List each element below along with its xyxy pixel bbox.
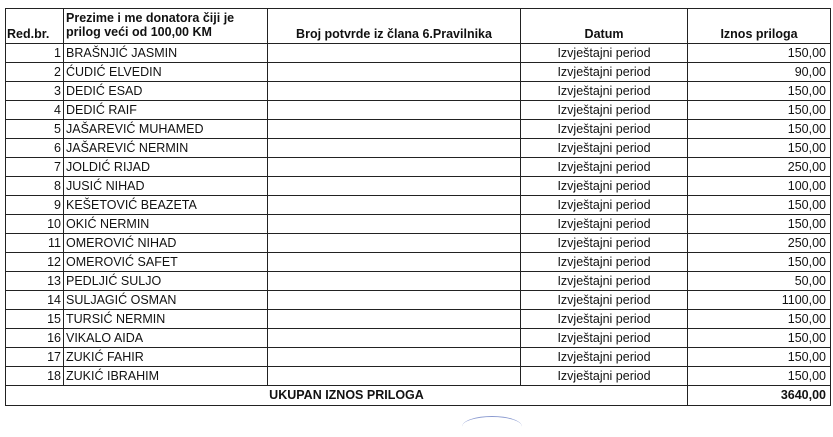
table-row [6, 177, 831, 196]
row-datum: Izvještajni period [521, 234, 688, 253]
row-iznos: 150,00 [688, 44, 831, 63]
row-number: 14 [6, 291, 64, 310]
row-datum: Izvještajni period [521, 82, 688, 101]
row-name: JAŠAREVIĆ NERMIN [64, 139, 268, 158]
row-name: ĆUDIĆ ELVEDIN [64, 63, 268, 82]
row-datum: Izvještajni period [521, 120, 688, 139]
row-datum: Izvještajni period [521, 139, 688, 158]
row-number: 9 [6, 196, 64, 215]
row-name: JAŠAREVIĆ MUHAMED [64, 120, 268, 139]
row-name: TURSIĆ NERMIN [64, 310, 268, 329]
row-name: BRAŠNJIĆ JASMIN [64, 44, 268, 63]
row-number: 3 [6, 82, 64, 101]
table-row [6, 234, 831, 253]
row-datum: Izvještajni period [521, 310, 688, 329]
row-datum: Izvještajni period [521, 291, 688, 310]
table-row [6, 367, 831, 386]
row-number: 6 [6, 139, 64, 158]
table-body [6, 44, 831, 386]
row-iznos: 1100,00 [688, 291, 831, 310]
row-broj [268, 310, 521, 329]
table-row [6, 291, 831, 310]
row-broj [268, 177, 521, 196]
row-name: OMEROVIĆ SAFET [64, 253, 268, 272]
table-row [6, 63, 831, 82]
table-row [6, 158, 831, 177]
row-broj [268, 82, 521, 101]
row-iznos: 150,00 [688, 367, 831, 386]
header-datum: Datum [521, 9, 688, 44]
table-row [6, 329, 831, 348]
row-broj [268, 44, 521, 63]
row-broj [268, 63, 521, 82]
row-broj [268, 234, 521, 253]
row-iznos: 150,00 [688, 101, 831, 120]
row-broj [268, 120, 521, 139]
row-broj [268, 272, 521, 291]
row-iznos: 150,00 [688, 215, 831, 234]
header-iznos: Iznos priloga [688, 9, 831, 44]
row-datum: Izvještajni period [521, 329, 688, 348]
row-broj [268, 329, 521, 348]
row-iznos: 150,00 [688, 82, 831, 101]
row-iznos: 150,00 [688, 196, 831, 215]
header-rb: Red.br. [6, 9, 64, 44]
row-iznos: 100,00 [688, 177, 831, 196]
row-iznos: 90,00 [688, 63, 831, 82]
header-row [6, 9, 831, 44]
table-row [6, 82, 831, 101]
table-row [6, 120, 831, 139]
table-row [6, 272, 831, 291]
row-iznos: 150,00 [688, 329, 831, 348]
table-row [6, 139, 831, 158]
row-number: 16 [6, 329, 64, 348]
row-number: 1 [6, 44, 64, 63]
row-name: PEDLJIĆ SULJO [64, 272, 268, 291]
row-broj [268, 215, 521, 234]
row-datum: Izvještajni period [521, 63, 688, 82]
row-broj [268, 101, 521, 120]
row-datum: Izvještajni period [521, 367, 688, 386]
row-iznos: 150,00 [688, 253, 831, 272]
row-number: 18 [6, 367, 64, 386]
row-iznos: 150,00 [688, 139, 831, 158]
row-number: 2 [6, 63, 64, 82]
row-number: 15 [6, 310, 64, 329]
table-row [6, 44, 831, 63]
row-broj [268, 196, 521, 215]
row-name: SULJAGIĆ OSMAN [64, 291, 268, 310]
table-row [6, 348, 831, 367]
table-row [6, 101, 831, 120]
table-row [6, 310, 831, 329]
row-iznos: 150,00 [688, 348, 831, 367]
row-datum: Izvještajni period [521, 101, 688, 120]
total-value: 3640,00 [688, 386, 831, 406]
row-name: OMEROVIĆ NIHAD [64, 234, 268, 253]
row-number: 11 [6, 234, 64, 253]
total-label: UKUPAN IZNOS PRILOGA [6, 386, 688, 406]
row-name: OKIĆ NERMIN [64, 215, 268, 234]
row-datum: Izvještajni period [521, 253, 688, 272]
header-broj: Broj potvrde iz člana 6.Pravilnika [268, 9, 521, 44]
row-name: JUSIĆ NIHAD [64, 177, 268, 196]
row-number: 8 [6, 177, 64, 196]
row-datum: Izvještajni period [521, 215, 688, 234]
row-datum: Izvještajni period [521, 177, 688, 196]
row-datum: Izvještajni period [521, 44, 688, 63]
row-number: 10 [6, 215, 64, 234]
row-iznos: 250,00 [688, 158, 831, 177]
row-iznos: 150,00 [688, 120, 831, 139]
table-row [6, 196, 831, 215]
row-name: VIKALO AIDA [64, 329, 268, 348]
table-row [6, 253, 831, 272]
row-number: 5 [6, 120, 64, 139]
row-iznos: 150,00 [688, 310, 831, 329]
row-broj [268, 367, 521, 386]
row-name: DEDIĆ ESAD [64, 82, 268, 101]
header-name: Prezime i me donatora čiji je prilog veći od 100,00 KM [64, 9, 268, 44]
row-datum: Izvještajni period [521, 348, 688, 367]
row-datum: Izvještajni period [521, 272, 688, 291]
row-name: KEŠETOVIĆ BEAZETA [64, 196, 268, 215]
row-datum: Izvještajni period [521, 196, 688, 215]
total-row [6, 386, 831, 406]
row-name: ZUKIĆ IBRAHIM [64, 367, 268, 386]
donations-table [5, 8, 831, 406]
row-name: JOLDIĆ RIJAD [64, 158, 268, 177]
table-row [6, 215, 831, 234]
row-broj [268, 158, 521, 177]
row-number: 12 [6, 253, 64, 272]
stamp-mark [462, 416, 522, 437]
row-number: 4 [6, 101, 64, 120]
row-broj [268, 348, 521, 367]
row-name: ZUKIĆ FAHIR [64, 348, 268, 367]
row-iznos: 50,00 [688, 272, 831, 291]
row-iznos: 250,00 [688, 234, 831, 253]
row-broj [268, 139, 521, 158]
row-number: 17 [6, 348, 64, 367]
row-number: 7 [6, 158, 64, 177]
row-broj [268, 253, 521, 272]
row-number: 13 [6, 272, 64, 291]
row-datum: Izvještajni period [521, 158, 688, 177]
row-broj [268, 291, 521, 310]
row-name: DEDIĆ RAIF [64, 101, 268, 120]
